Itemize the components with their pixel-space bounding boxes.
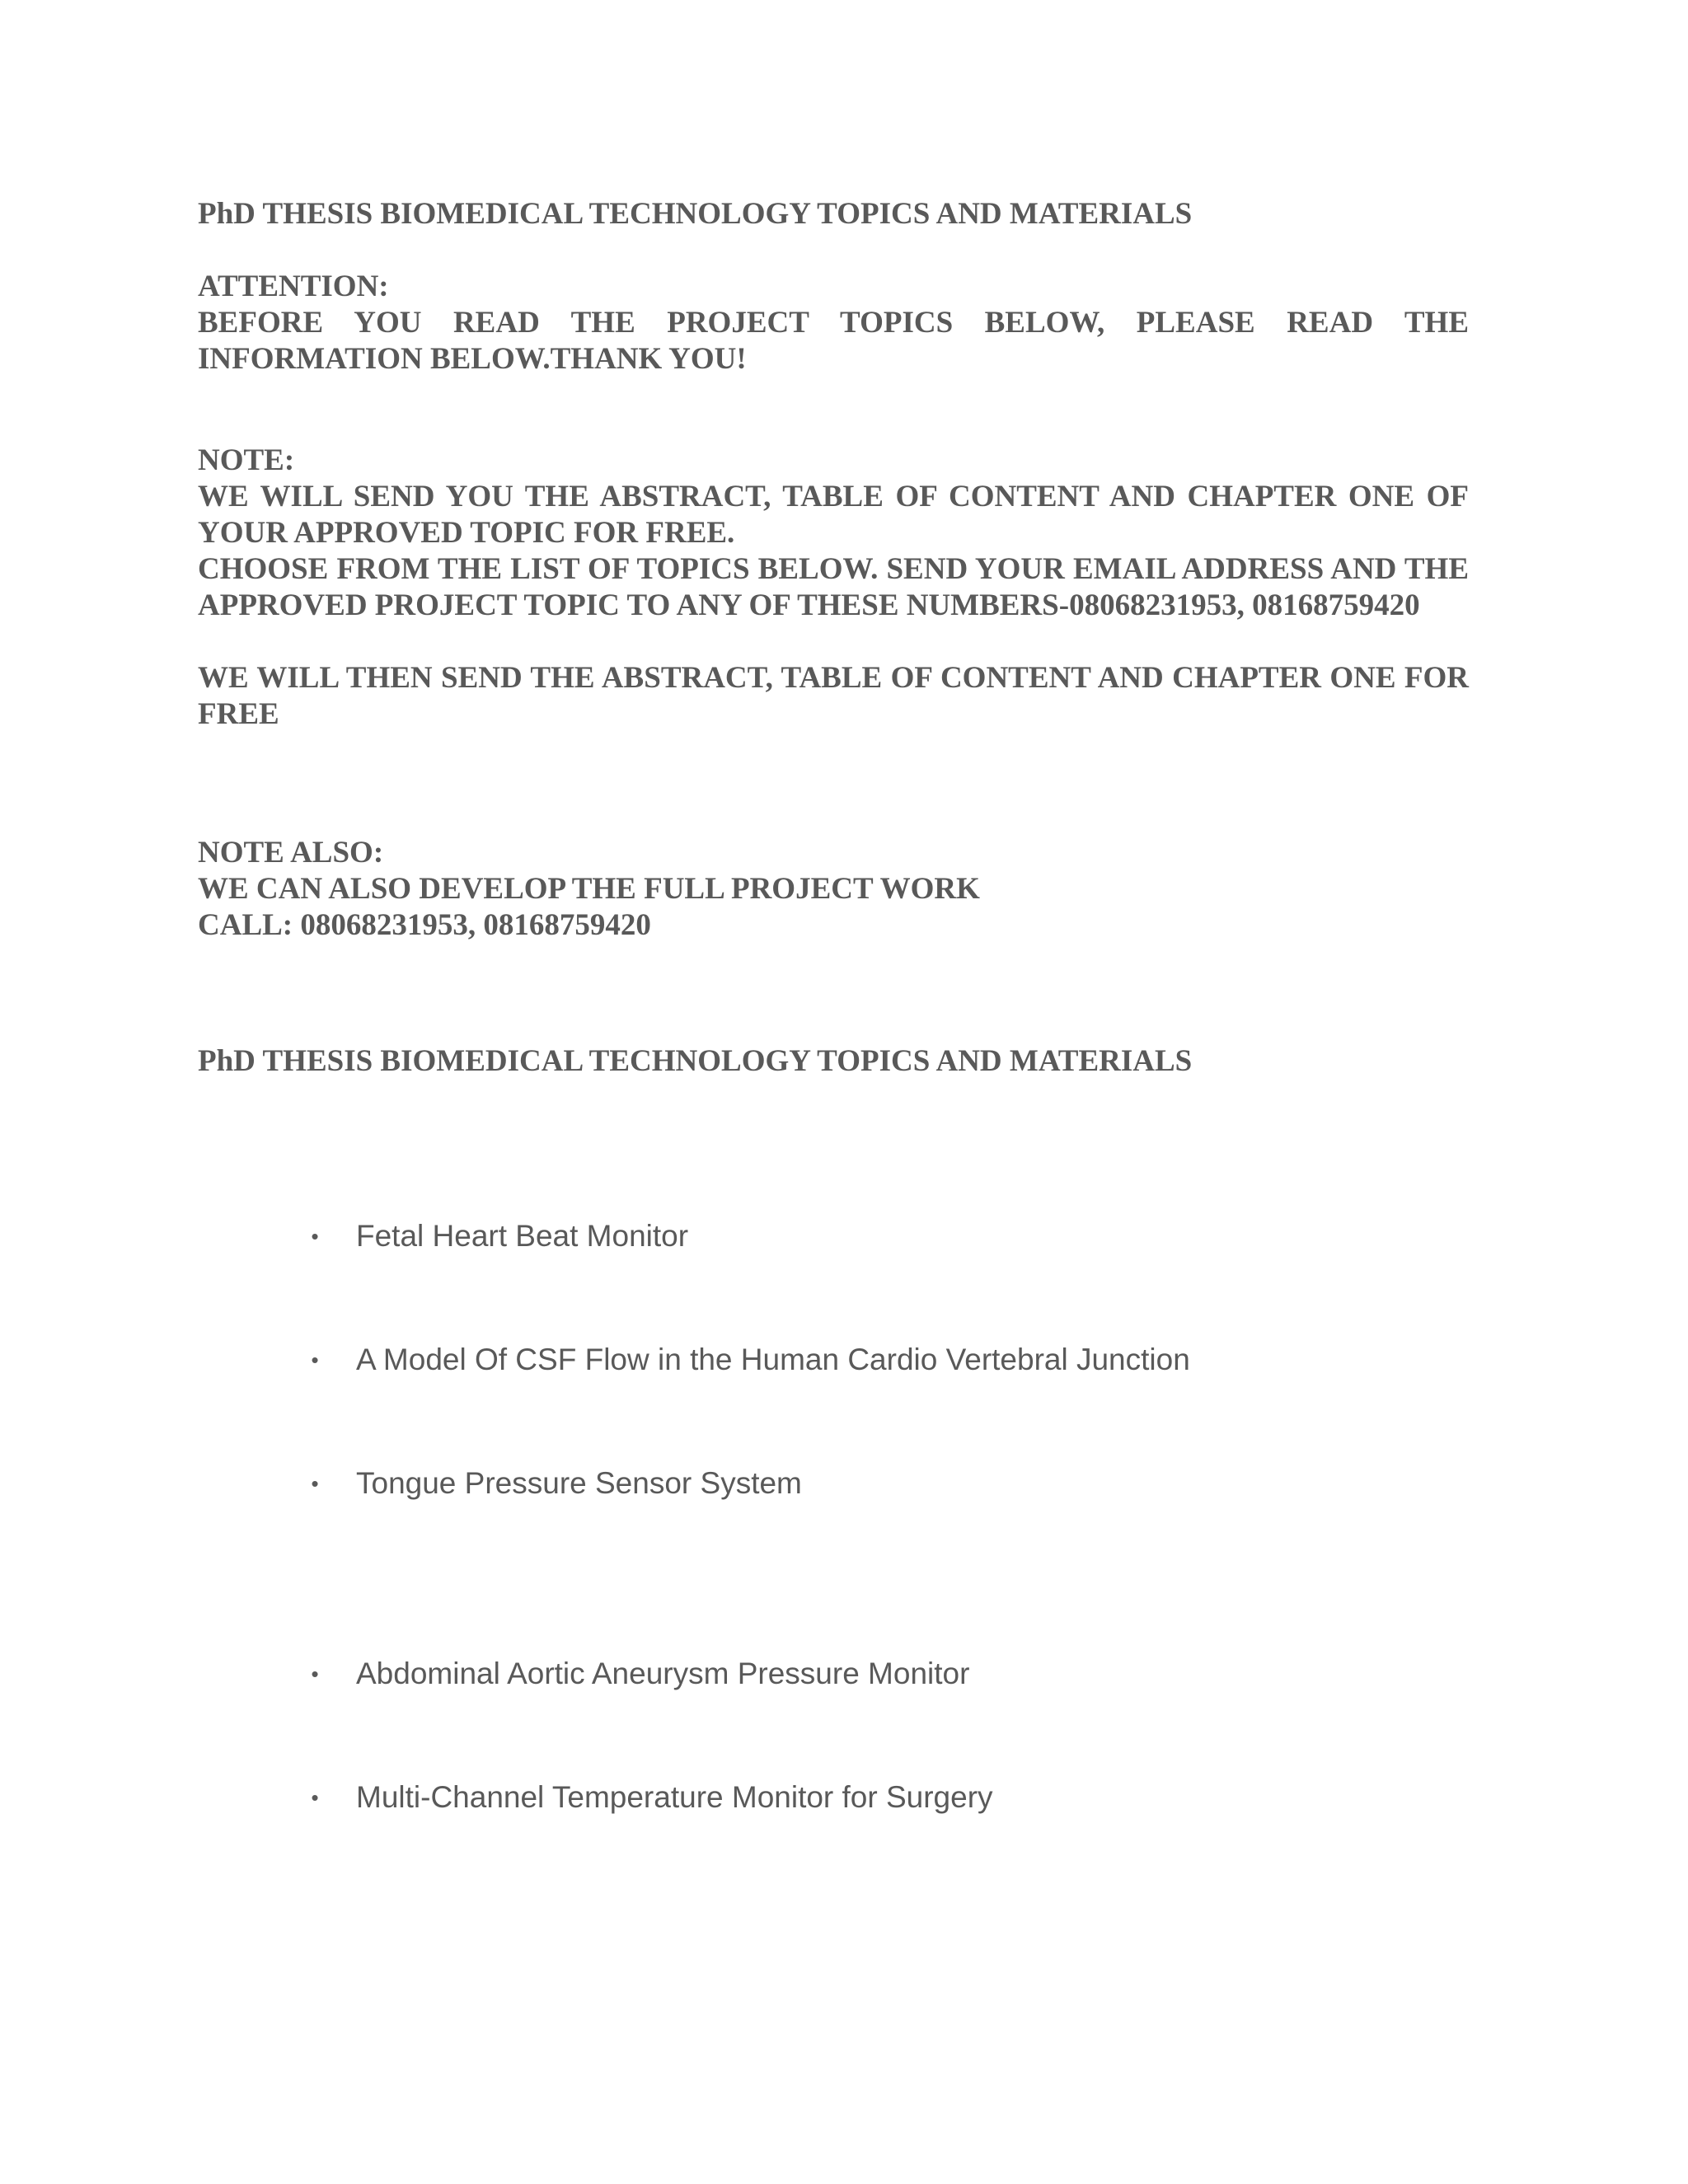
topic-label: Multi-Channel Temperature Monitor for Surgery	[356, 1780, 993, 1814]
document-title: PhD THESIS BIOMEDICAL TECHNOLOGY TOPICS AND MATERIALS	[198, 197, 1193, 231]
note-also-section	[198, 835, 1469, 944]
note-text-instructions: CHOOSE FROM THE LIST OF TOPICS BELOW. SEND YOUR EMAIL ADDRESS AND THE APPROVED PROJECT TOPIC TO ANY OF THESE NUMBERS-08068231953, 08168759420	[198, 552, 1469, 622]
attention-section	[198, 269, 1469, 377]
note-also-service-line: WE CAN ALSO DEVELOP THE FULL PROJECT WORK	[198, 872, 980, 906]
bullet-icon: •	[311, 1347, 319, 1372]
contact-phone-line: CALL: 08068231953, 08168759420	[198, 908, 651, 942]
topics-heading: PhD THESIS BIOMEDICAL TECHNOLOGY TOPICS AND MATERIALS	[198, 1044, 1193, 1078]
note-section	[198, 443, 1469, 733]
topic-label: Abdominal Aortic Aneurysm Pressure Monitor	[356, 1657, 970, 1690]
attention-text: BEFORE YOU READ THE PROJECT TOPICS BELOW, PLEASE READ THE INFORMATION BELOW.THANK YOU!	[198, 306, 1469, 376]
topic-label: Tongue Pressure Sensor System	[356, 1466, 802, 1500]
attention-label: ATTENTION:	[198, 269, 389, 303]
note-also-label: NOTE ALSO:	[198, 836, 384, 869]
bullet-icon: •	[311, 1661, 319, 1686]
note-label: NOTE:	[198, 443, 295, 477]
topic-label: Fetal Heart Beat Monitor	[356, 1219, 689, 1253]
note-text-free-offer: WE WILL SEND YOU THE ABSTRACT, TABLE OF CONTENT AND CHAPTER ONE OF YOUR APPROVED TOPIC FOR FREE.	[198, 480, 1469, 550]
note-text-follow-up: WE WILL THEN SEND THE ABSTRACT, TABLE OF CONTENT AND CHAPTER ONE FOR FREE	[198, 661, 1469, 731]
bullet-icon: •	[311, 1785, 319, 1810]
bullet-icon: •	[311, 1224, 319, 1249]
topic-label: A Model Of CSF Flow in the Human Cardio Vertebral Junction	[356, 1343, 1190, 1376]
bullet-icon: •	[311, 1471, 319, 1496]
